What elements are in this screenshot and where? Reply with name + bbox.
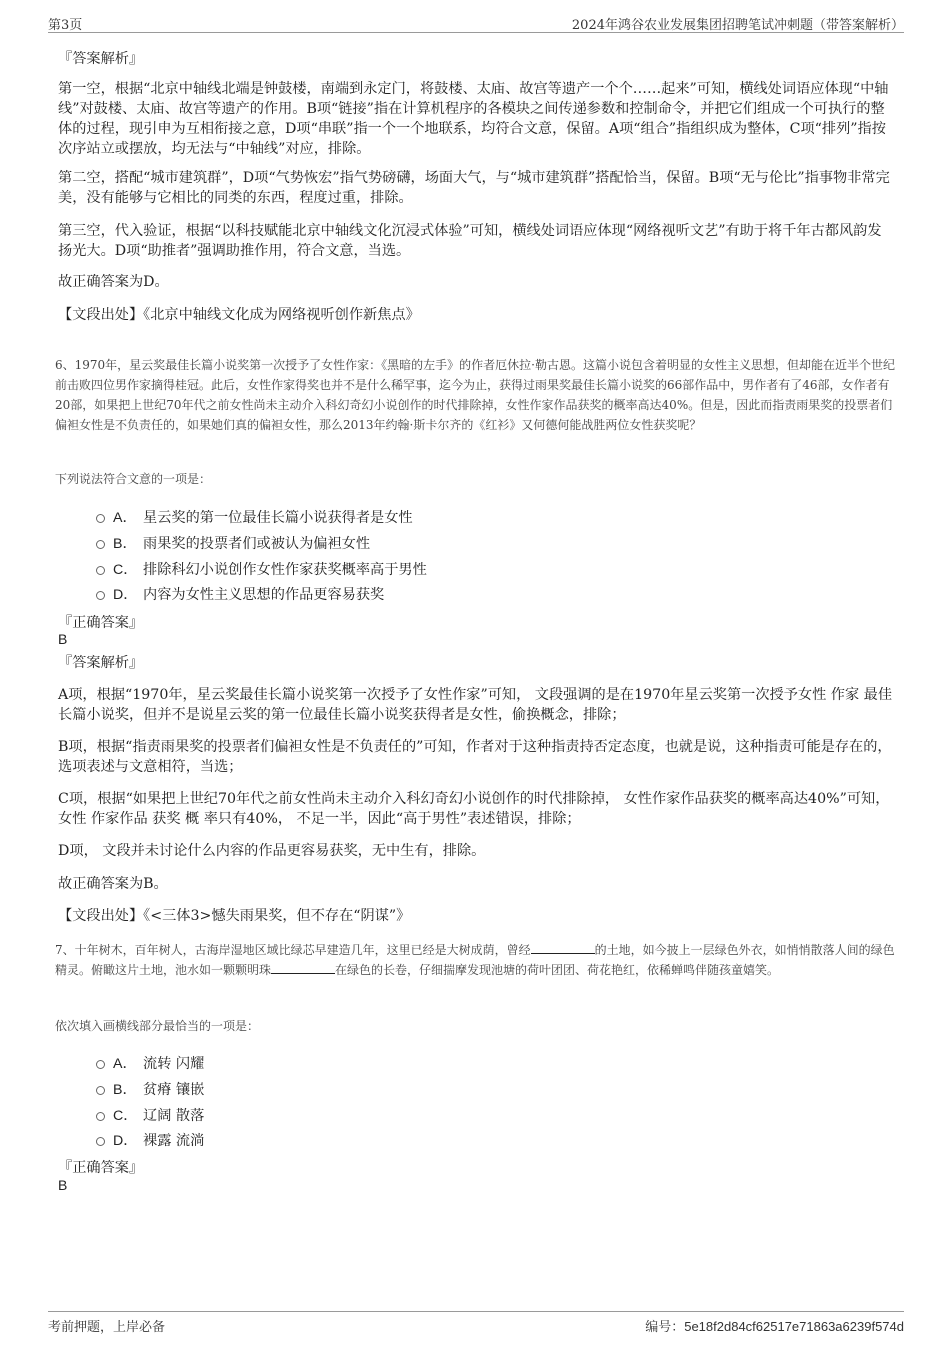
q5-explanation-p3: 第三空，代入验证，根据“以科技赋能北京中轴线文化沉浸式体验”可知，横线处词语应体现“网络视听文艺”有助于将千年古都风韵发扬光大。D项“助推者”强调助推作用，符合文意，当选。 bbox=[58, 223, 882, 259]
q7-option-b[interactable]: B． 贫瘠 镶嵌 bbox=[96, 1079, 204, 1099]
q6-explanation-a: A项，根据“1970年，星云奖最佳长篇小说奖第一次授予了女性作家”可知， 文段强调的是在1970年星云奖第一次授予女性 作家 最佳长篇小说奖，但并不是说星云奖的第一位最佳长篇小说奖获得者是女性，偷换概念，排除； bbox=[58, 687, 893, 723]
page-footer bbox=[48, 1311, 904, 1338]
q5-explanation-label: 『答案解析』 bbox=[58, 51, 144, 67]
radio-icon[interactable] bbox=[96, 1086, 105, 1095]
radio-icon[interactable] bbox=[96, 1112, 105, 1121]
q7-prompt: 依次填入画横线部分最恰当的一项是： bbox=[55, 1019, 260, 1033]
q6-answer: B bbox=[58, 631, 68, 647]
radio-icon[interactable] bbox=[96, 1137, 105, 1146]
q7-option-a[interactable]: A． 流转 闪耀 bbox=[96, 1053, 204, 1073]
page-number: 第3页 bbox=[48, 18, 83, 33]
q5-explanation-p2: 第二空，搭配“城市建筑群”，D项“气势恢宏”指气势磅礴，场面大气，与“城市建筑群”搭配恰当，保留。B项“无与伦比”指事物非常完美，没有能够与它相比的同类的东西，程度过重，排除。 bbox=[58, 170, 890, 206]
radio-icon[interactable] bbox=[96, 514, 105, 523]
radio-icon[interactable] bbox=[96, 591, 105, 600]
page-header bbox=[48, 10, 904, 33]
q7-answer-label: 『正确答案』 bbox=[58, 1160, 144, 1176]
q5-source: 【文段出处】《北京中轴线文化成为网络视听创作新焦点》 bbox=[58, 307, 420, 323]
q6-explanation-c: C项，根据“如果把上世纪70年代之前女性尚未主动介入科幻奇幻小说创作的时代排除掉， 女性作家作品获奖的概率高达40%”可知， 女性 作家作品 获奖 概 率只有40%， 不足一半，因此“高于男性”表述错误，排除； bbox=[58, 791, 890, 827]
q7-answer: B bbox=[58, 1177, 68, 1193]
q6-explanation-label: 『答案解析』 bbox=[58, 655, 144, 671]
q6-option-d[interactable]: D． 内容为女性主义思想的作品更容易获奖 bbox=[96, 584, 384, 604]
radio-icon[interactable] bbox=[96, 1060, 105, 1069]
q6-stem: 6、1970年，星云奖最佳长篇小说奖第一次授予了女性作家：《黑暗的左手》的作者厄休拉·勒古恩。这篇小说包含着明显的女性主义思想，但却能在近半个世纪前击败四位男作家摘得桂冠。此后，女性作家得奖也并不是什么稀罕事，迄今为止，获得过雨果奖最佳长篇小说奖的66部作品中，男作者有了46部，女作者有20部，如果把上世纪70年代之前女性尚未主动介入科幻奇幻小说创作的时代排除掉，女性作家作品获奖的概率高达40%。但是，因此而指责雨果奖的投票者们偏袒女性是不负责任的，如果她们真的偏袒女性，那么2013年约翰·斯卡尔齐的《红衫》又何德何能战胜两位女性获奖呢？ bbox=[55, 358, 895, 432]
q7-option-d[interactable]: D． 裸露 流淌 bbox=[96, 1130, 204, 1150]
q6-prompt: 下列说法符合文意的一项是： bbox=[55, 472, 212, 486]
q6-option-b[interactable]: B． 雨果奖的投票者们或被认为偏袒女性 bbox=[96, 533, 370, 553]
document-code: 编号：5e18f2d84cf62517e71863a6239f574d bbox=[645, 1319, 904, 1335]
q6-explanation-d: D项， 文段并未讨论什么内容的作品更容易获奖，无中生有，排除。 bbox=[58, 843, 486, 859]
q6-option-c[interactable]: C． 排除科幻小说创作女性作家获奖概率高于男性 bbox=[96, 559, 427, 579]
fill-blank-1 bbox=[531, 941, 595, 954]
q5-conclusion: 故正确答案为D。 bbox=[58, 274, 169, 290]
document-title: 2024年鸿谷农业发展集团招聘笔试冲刺题（带答案解析） bbox=[571, 18, 904, 33]
footer-slogan: 考前押题，上岸必备 bbox=[48, 1320, 166, 1335]
fill-blank-2 bbox=[271, 961, 335, 974]
q5-explanation-p1: 第一空，根据“北京中轴线北端是钟鼓楼，南端到永定门，将鼓楼、太庙、故宫等遗产一个个……起来”可知，横线处词语应体现“中轴线”对鼓楼、太庙、故宫等遗产的作用。B项“链接”指在计算机程序的各模块之间传递参数和控制命令，并把它们组成一个可执行的整体的过程，现引申为互相衔接之意，D项“串联”指一个一个地联系，均符合文意，保留。A项“组合”指组织成为整体，C项“排列”指按次序站立或摆放，均无法与“中轴线”对应，排除。 bbox=[58, 81, 889, 157]
radio-icon[interactable] bbox=[96, 566, 105, 575]
q6-conclusion: 故正确答案为B。 bbox=[58, 876, 168, 892]
q6-source: 【文段出处】《<三体3>憾失雨果奖，但不存在“阴谋”》 bbox=[58, 908, 411, 924]
q7-option-c[interactable]: C． 辽阔 散落 bbox=[96, 1105, 204, 1125]
radio-icon[interactable] bbox=[96, 540, 105, 549]
q6-option-a[interactable]: A． 星云奖的第一位最佳长篇小说获得者是女性 bbox=[96, 507, 413, 527]
q6-answer-label: 『正确答案』 bbox=[58, 615, 144, 631]
q7-stem: 7、十年树木，百年树人，古海岸湿地区域比绿芯早建造几年，这里已经是大树成荫，曾经 的土地，如今披上一层绿色外衣，如悄悄散落人间的绿色精灵。俯瞰这片土地，池水如一颗颗明珠 在绿色的长卷，仔细揣摩发现池塘的荷叶团团、荷花艳红，依稀蝉鸣伴随孩童嬉笑。 bbox=[55, 943, 895, 977]
q6-explanation-b: B项，根据“指责雨果奖的投票者们偏袒女性是不负责任的”可知，作者对于这种指责持否定态度，也就是说，这种指责可能是存在的，选项表述与文意相符，当选； bbox=[58, 739, 892, 775]
